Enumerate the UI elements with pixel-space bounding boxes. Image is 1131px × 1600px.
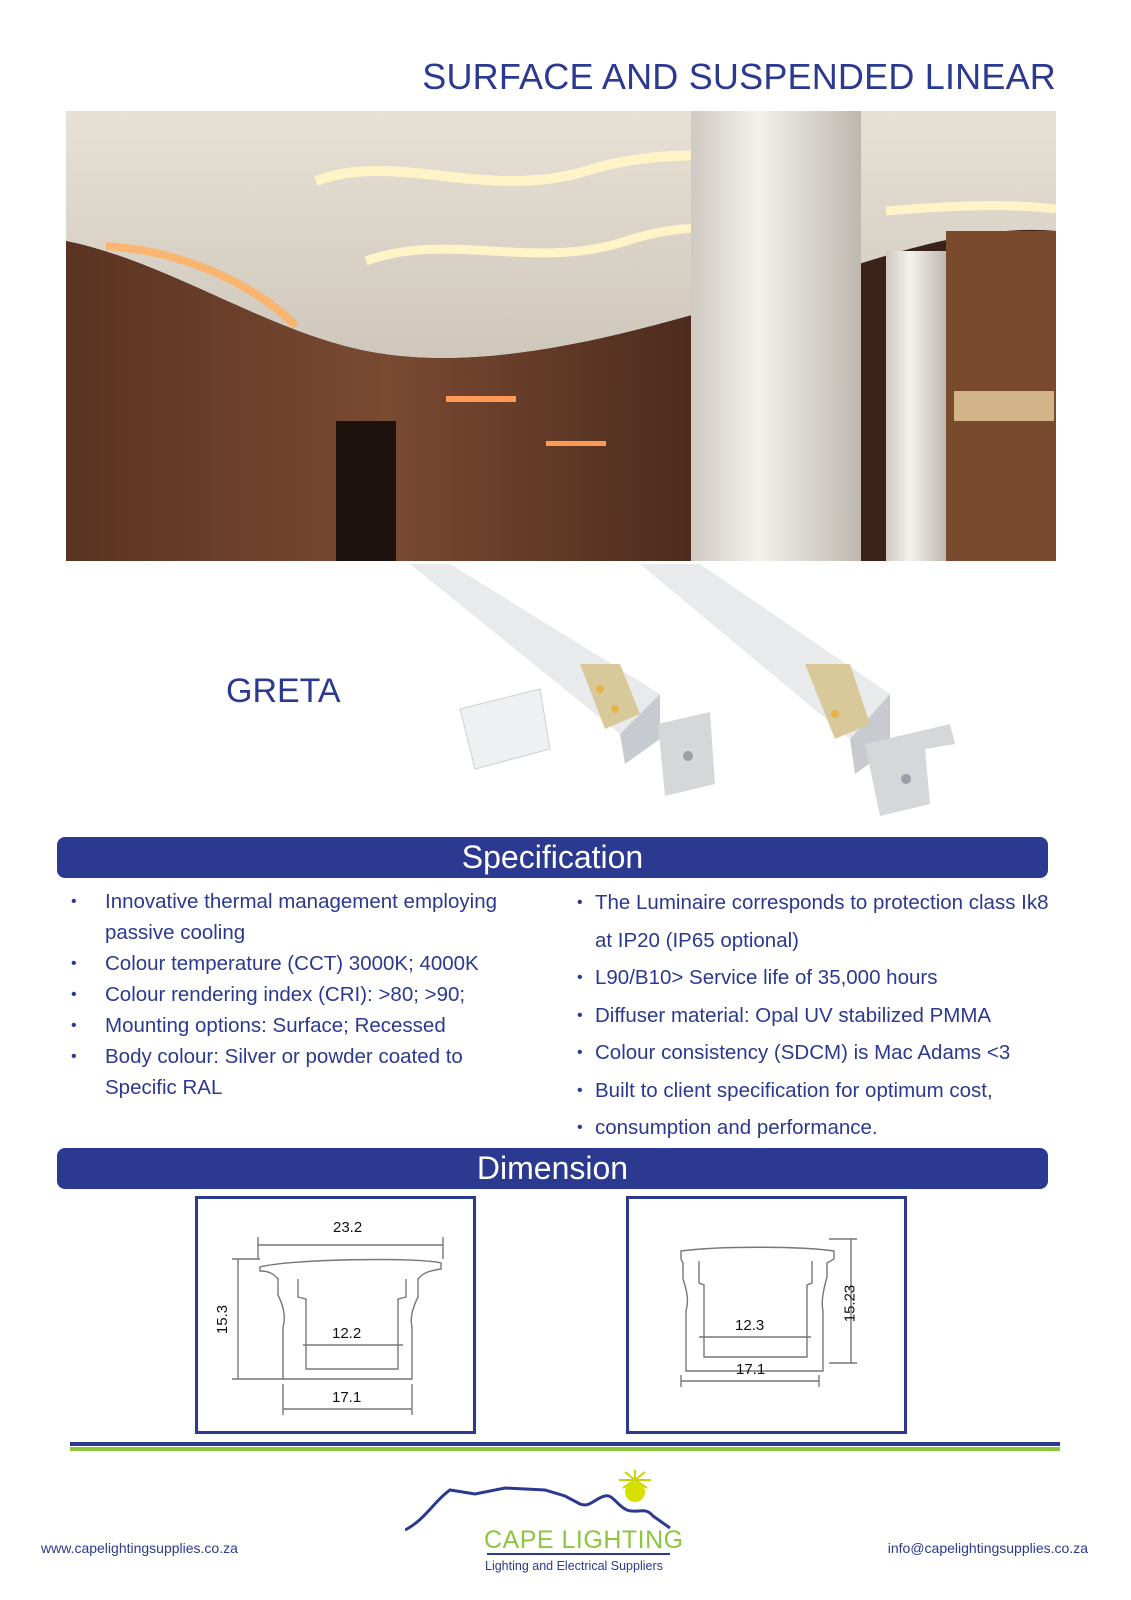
spec-item: • Colour rendering index (CRI): >80; >90; xyxy=(68,979,538,1010)
spec-item: • Body colour: Silver or powder coated to Specific RAL xyxy=(68,1041,538,1103)
company-logo xyxy=(405,1470,705,1582)
dimension-heading: Dimension xyxy=(57,1148,1048,1189)
spec-item: • Colour consistency (SDCM) is Mac Adams <3 xyxy=(575,1034,1055,1072)
footer-divider-green xyxy=(70,1447,1060,1451)
logo-tagline: Lighting and Electrical Suppliers xyxy=(485,1559,663,1573)
spec-item: • Colour temperature (CCT) 3000K; 4000K xyxy=(68,948,538,979)
hero-photo xyxy=(66,111,1056,561)
spec-list-left xyxy=(68,886,538,1103)
dimension-drawing-surface xyxy=(195,1196,476,1434)
dimension-drawing-recessed xyxy=(626,1196,907,1434)
spec-item: • Diffuser material: Opal UV stabilized PMMA xyxy=(575,997,1055,1035)
spec-list-right xyxy=(575,884,1055,1147)
specification-heading: Specification xyxy=(57,837,1048,878)
dim-inner-width: 12.3 xyxy=(735,1317,765,1334)
dim-height: 15.23 xyxy=(841,1284,859,1323)
dim-height: 15.3 xyxy=(214,1304,232,1335)
footer-website[interactable]: www.capelightingsupplies.co.za xyxy=(41,1540,238,1556)
spec-item: • Mounting options: Surface; Recessed xyxy=(68,1010,538,1041)
product-photo xyxy=(410,564,980,824)
spec-item: • Innovative thermal management employing passive cooling xyxy=(68,886,538,948)
product-name: GRETA xyxy=(226,672,341,710)
dim-top-width: 23.2 xyxy=(333,1219,363,1236)
logo-company-name: CAPE LIGHTING xyxy=(484,1526,684,1554)
page-title: SURFACE AND SUSPENDED LINEAR xyxy=(422,56,1056,97)
footer-email[interactable]: info@capelightingsupplies.co.za xyxy=(887,1540,1088,1556)
dim-bottom-width: 17.1 xyxy=(332,1389,362,1406)
dim-bottom-width: 17.1 xyxy=(736,1361,766,1378)
spec-item: • Built to client specification for optimum cost, xyxy=(575,1072,1055,1110)
footer-divider-blue xyxy=(70,1442,1060,1446)
dim-inner-width: 12.2 xyxy=(332,1325,362,1342)
spec-item: • The Luminaire corresponds to protection class Ik8 at IP20 (IP65 optional) xyxy=(575,884,1055,959)
spec-item: • L90/B10> Service life of 35,000 hours xyxy=(575,959,1055,997)
spec-item: • consumption and performance. xyxy=(575,1109,1055,1147)
